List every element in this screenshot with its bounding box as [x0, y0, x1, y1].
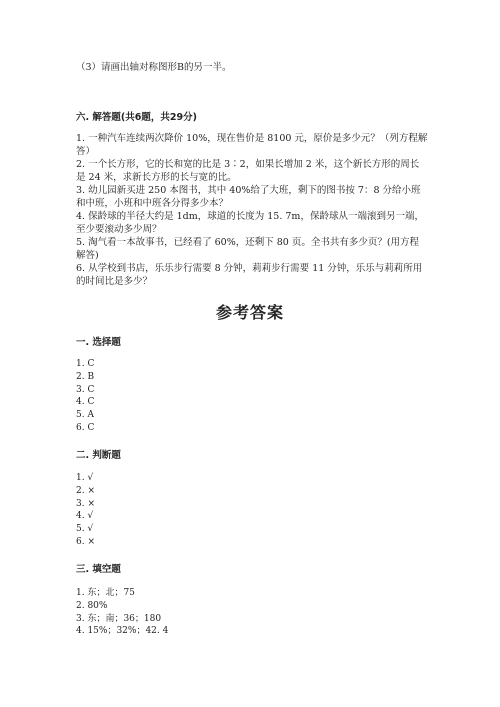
problem-5: 5. 淘气看一本故事书，已经看了 60%，还剩下 80 页。全书共有多少页？(用方程解答) — [76, 237, 420, 261]
problem-4: 4. 保龄球的半径大约是 1dm，球道的长度为 15. 7m，保龄球从一端滚到另一端，至少要滚动多少周？ — [76, 211, 424, 235]
question-3-line: （3）请画出轴对称图形B的另一半。 — [76, 62, 232, 73]
answers-section-heading: 二. 判断题 — [76, 450, 121, 461]
answer-item: 6. C — [76, 422, 95, 433]
section-six-heading: 六. 解答题(共6题，共29分) — [76, 112, 197, 123]
answer-list — [76, 472, 95, 549]
answer-item: 1. C — [76, 359, 95, 369]
answer-item: 4. 15%；32%；42. 4 — [76, 626, 169, 637]
problem-2: 2. 一个长方形，它的长和宽的比是 3∶2，如果长增加 2 米，这个新长方形的周长是 24 米，求新长方形的长与宽的比。 — [76, 159, 420, 183]
answers-section-heading: 三. 填空题 — [76, 564, 121, 575]
answer-item: 5. √ — [76, 524, 94, 535]
answer-item: 4. √ — [76, 511, 94, 522]
answer-list — [76, 358, 94, 435]
answer-item: 1. 东；北；75 — [76, 588, 135, 598]
answer-item: 2. 80% — [76, 600, 108, 611]
answer-item: 5. A — [76, 410, 94, 421]
answer-item: 3. 东；南；36；180 — [76, 613, 162, 624]
problem-3: 3. 幼儿园新买进 250 本图书，其中 40%给了大班，剩下的图书按 7：8 分给小班和中班，小班和中班各分得多少本？ — [76, 185, 421, 209]
answer-item: 3. C — [76, 384, 95, 395]
answer-item: 2. × — [76, 485, 95, 496]
answer-item: 2. B — [76, 371, 95, 382]
answer-item: 6. × — [76, 536, 95, 547]
problem-1: 1. 一种汽车连续两次降价 10%，现在售价是 8100 元，原价是多少元？（列方程解答） — [76, 133, 428, 157]
answer-item: 4. C — [76, 397, 95, 408]
answers-title: 参考答案 — [215, 303, 284, 322]
problem-6: 6. 从学校到书店，乐乐步行需要 8 分钟，莉莉步行需要 11 分钟，乐乐与莉莉所用的时间比是多少？ — [76, 263, 423, 287]
answer-item: 3. × — [76, 498, 95, 509]
answer-list — [76, 587, 168, 638]
answers-section-heading: 一. 选择题 — [76, 337, 121, 348]
answer-item: 1. √ — [76, 473, 94, 483]
